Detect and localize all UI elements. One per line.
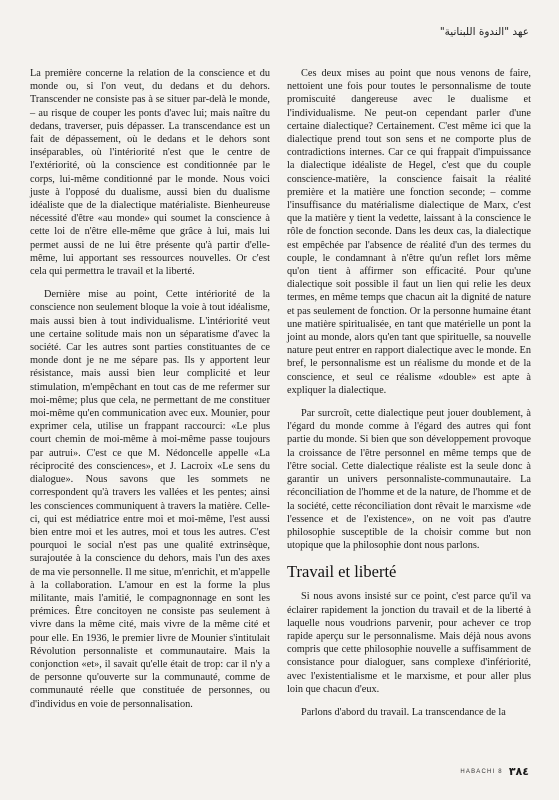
section-title: Travail et liberté [287, 562, 397, 582]
right-column [287, 67, 531, 729]
page-footer [460, 765, 529, 778]
page-number: ٣٨٤ [508, 765, 529, 778]
paragraph: Par surcroît, cette dialectique peut jouer doublement, à l'égard du monde comme à l'égard des autres qui font partie du monde. Si bien que son développement provoque la croissance de l'être personnel en même temps que de l'être social. Cette dialectique réaliste est la seule donc à garantir un univers personnaliste-communautaire. La réconciliation de l'homme et de la nature, de l'homme et de la société, cette réconciliation dont rêvait le marxisme «de l'essence et de l'existence», on ne voit pas d'autre philosophie susceptible de la choisir comme but non utopique que la philosophie dont nous parlons. [287, 408, 531, 552]
paragraph: Dernière mise au point, Cette intériorité de la conscience non seulement bloque la voie à tout idéalisme, mais aussi bien à tout individualisme. L'intériorité veut une certaine solitude mais non un séparatisme d'avec la société. Car les autres sont parties constituantes de ce monde dont je ne me sépare pas. Ils y apportent leur résistance, mais aussi bien leur complicité et leur stimulation, m'empêchant en tout cas de me refermer sur moi-même; plus que cela, ne permettant de me constituer moi-même qu'en communication avec eux. Mounier, pour exprimer cela, utilise un frappant raccourci: «Le plus court chemin de moi-même à moi-même passe toujours par autrui». C'est ce que M. Nédoncelle appelle «La réciprocité des consciences», et J. Lacroix «Le sens du dialogue». Nous savons que les sommets ne correspondent qu'à travers les vallées et les pentes; ainsi les consciences communiquent à travers la matière. Celle-ci, qui est médiatrice entre moi et moi-même, l'est aussi bien entre moi et les autres, moi et tous les autres. C'est pourquoi le social n'est pas une qualité extrinsèque, surajoutée à la conscience du dehors, mais l'un des axes de ma vie personnelle. Il me situe, m'enrichit, et m'appelle à la collaboration. L'amour en est la forme la plus militante, mais l'amitié, le compagnonnage en sont les prémices. Être concitoyen ne consiste pas seulement à vivre dans la même cité, mais vivre de la même cité et pour elle. En 1936, le premier livre de Mounier s'intitulait Révolution personnaliste et communautaire. Mais la conjonction «et», il savait qu'elle était de trop: car il n'y a de personne qu'ouverte sur la communauté, comme de communauté réelle que constituée de personnes, ou d'individus en voie de personnalisation. [30, 289, 270, 710]
paragraph: Parlons d'abord du travail. La transcendance de la [301, 706, 506, 718]
running-head: HABACHI 8 [460, 768, 503, 775]
paragraph: La première concerne la relation de la conscience et du monde ou, si l'on veut, du dedans et du dehors. Transcender ne consiste pas à se situer par-delà le monde, – au risque de couper les ponts d'avec lui; mais naître du dedans, traverser, puis dépasser. La transcendance est un fait de dépassement, où le dedans et le dehors sont inséparables, où l'intériorité n'est que le centre de l'extériorité, où la conscience est conditionnée par le corps, lui-même conditionné par le monde. Nous voici juste à l'opposé du dualisme, aussi bien du dualisme idéaliste que de la dialectique matérialiste. Bienheureuse nécessité d'être «au monde» qui soumet la conscience à cette loi de n'être elle-même que grâce à lui, mais lui permet aussi de ne lui être présente qu'à partir d'elle-même, lui apportant ses ressources nouvelles. Or c'est cela qui permettra le travail et la liberté. [30, 68, 270, 278]
paragraph: Si nous avons insisté sur ce point, c'est parce qu'il va éclairer rapidement la jonction du travail et de la liberté à laquelle nous voudrions parvenir, pour achever ce trop rapide aperçu sur le personnalisme. Mais déjà nous avons compris que cette philosophie nouvelle a suffisamment de consistance pour dialoguer, sans complexe d'infériorité, avec l'existentialisme et le marxisme, et pour aller plus loin que chacun d'eux. [287, 591, 531, 695]
journal-header: عهد "الندوة اللبنانية" [439, 26, 529, 38]
left-column [30, 67, 270, 721]
paragraph: Ces deux mises au point que nous venons de faire, nettoient une fois pour toutes le personnalisme de toute promiscuité dangereuse avec le dualisme et l'individualisme. Ne peut-on cependant parler d'une certaine dialectique? Certainement. C'est même ici que la dialectique prend tout son sens et ne comporte plus de contradictions internes. Car ce qui frappait d'impuissance la dialectique idéaliste de Hegel, c'est que du couple conscience-matière, la conscience faisait la réalité première et la matière une fonction seconde; – comme l'insuffisance du matérialisme dialectique de Marx, c'est que la matière y tient la vedette, laissant à la conscience le rôle de fonction seconde. Dans les deux cas, la dialectique est empêchée par l'absence de réalité d'un des termes du couple, le condamnant à n'être qu'un reflet lors même qu'on tient à affirmer son efficacité. Pour qu'une dialectique soit possible il faut un lien qui relie les deux termes, en même temps que chacun ait la dignité de nature et pas seulement de fonction. Or la personne humaine étant une matière spiritualisée, en tant que matérielle un pont la joint au monde, alors qu'en tant que spirituelle, sa nouvelle nature peut entrer en rapport dialectique avec le monde. En bref, le personnalisme est un réalisme du monde et de la conscience, et seul ce réalisme «double» est apte à expliquer la dialectique. [287, 68, 531, 396]
